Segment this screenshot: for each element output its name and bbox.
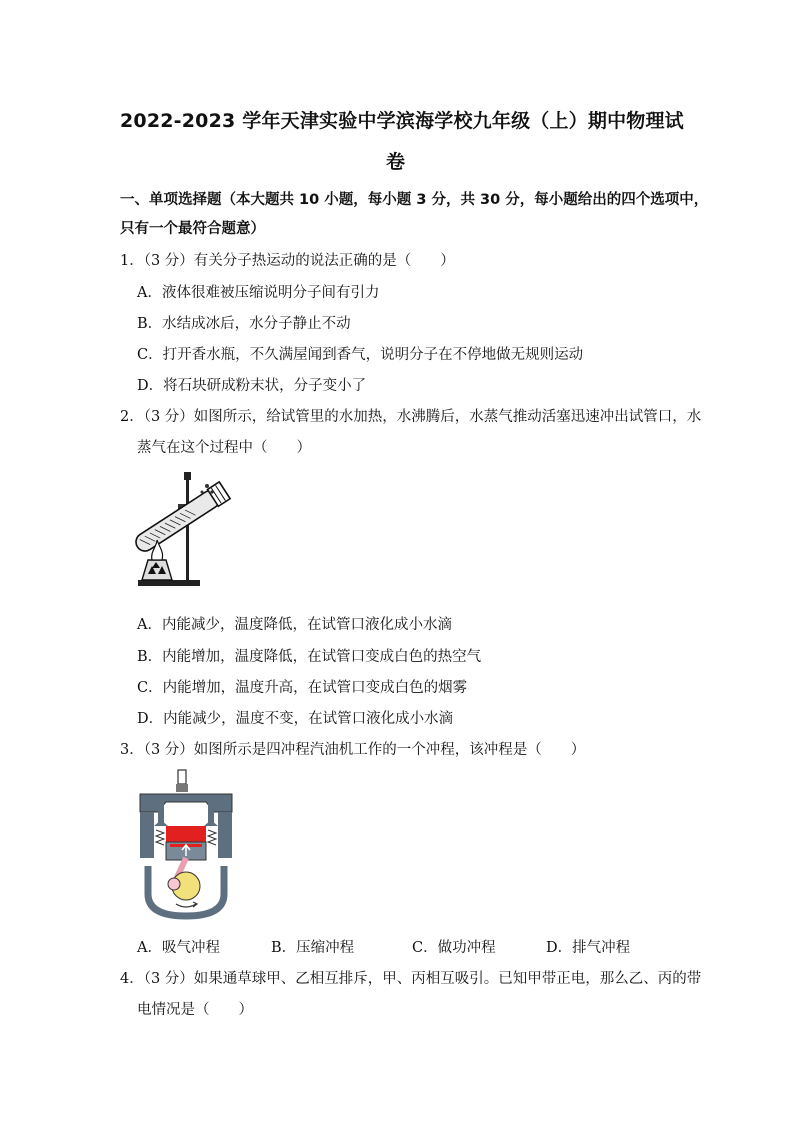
question-1-option-a: A．液体很难被压缩说明分子间有引力 <box>137 285 380 301</box>
question-4-stem-line-2: 电情况是（ ） <box>137 1002 253 1018</box>
question-3-option-d: D．排气冲程 <box>546 940 631 956</box>
question-2-stem-line-2: 蒸气在这个过程中（ ） <box>137 440 311 456</box>
question-1-option-c: C．打开香水瓶，不久满屋闻到香气，说明分子在不停地做无规则运动 <box>137 347 584 363</box>
question-1-option-b: B．水结成冰后，水分子静止不动 <box>137 316 351 332</box>
test-tube-heating-figure <box>130 464 240 594</box>
question-2-option-c: C．内能增加，温度升高，在试管口变成白色的烟雾 <box>137 680 468 696</box>
four-stroke-engine-figure <box>136 766 236 922</box>
question-2-option-d: D．内能减少，温度不变，在试管口液化成小水滴 <box>137 711 454 727</box>
section-heading-line-2: 只有一个最符合题意） <box>120 221 265 237</box>
question-1-stem: 1．（3 分）有关分子热运动的说法正确的是（ ） <box>120 253 455 269</box>
question-3-stem: 3．（3 分）如图所示是四冲程汽油机工作的一个冲程，该冲程是（ ） <box>120 742 586 758</box>
question-3-option-b: B．压缩冲程 <box>271 940 355 956</box>
question-1-option-d: D．将石块研成粉末状，分子变小了 <box>137 378 367 394</box>
question-3-option-a: A．吸气冲程 <box>137 940 220 956</box>
question-2-stem-line-1: 2．（3 分）如图所示，给试管里的水加热，水沸腾后，水蒸气推动活塞迅速冲出试管口，水 <box>120 409 702 425</box>
question-3-option-c: C．做功冲程 <box>412 940 496 956</box>
question-2-option-a: A．内能减少，温度降低，在试管口液化成小水滴 <box>137 617 452 633</box>
page-title-line-2: 卷 <box>386 151 406 173</box>
question-2-option-b: B．内能增加，温度降低，在试管口变成白色的热空气 <box>137 649 482 665</box>
section-heading-line-1: 一、单项选择题（本大题共 10 小题，每小题 3 分，共 30 分，每小题给出的四个选项中， <box>120 192 709 208</box>
question-4-stem-line-1: 4．（3 分）如果通草球甲、乙相互排斥，甲、丙相互吸引。已知甲带正电，那么乙、丙的带 <box>120 971 702 987</box>
page-title-line-1: 2022-2023 学年天津实验中学滨海学校九年级（上）期中物理试 <box>120 110 684 132</box>
